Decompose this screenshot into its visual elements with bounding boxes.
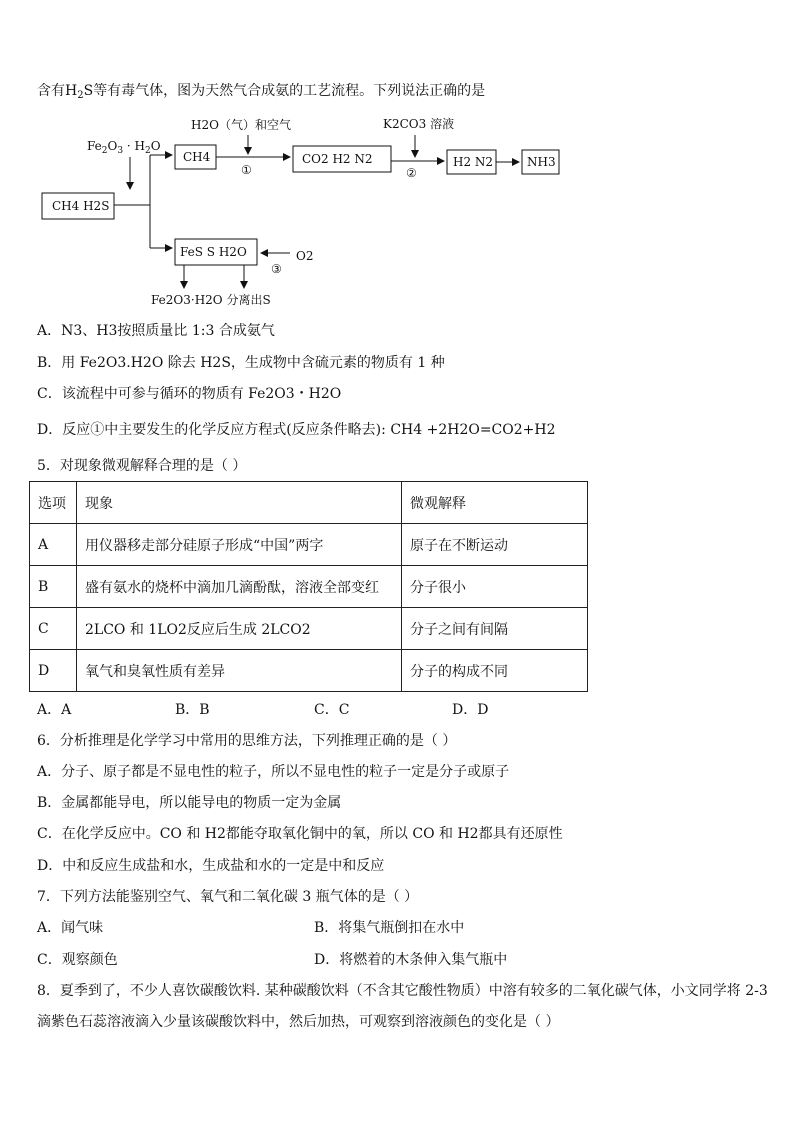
table-row [30,524,588,566]
process-flow-diagram [0,105,600,315]
q7-stem: 7．下列方法能鉴别空气、氧气和二氧化碳 3 瓶气体的是（ ） [37,889,419,905]
table-cell: 氧气和臭氧性质有差异 [77,650,402,692]
q8-line-2: 滴紫色石蕊溶液滴入少量该碳酸饮料中，然后加热，可观察到溶液颜色的变化是（ ） [37,1014,560,1030]
table-header-option: 选项 [30,482,77,524]
table-row [30,650,588,692]
feed-fe2o3-label: $Fe_2O_3 \cdot H_2O$ [87,139,161,156]
step2-marker: ② [406,166,417,180]
table-cell: 分子很小 [402,566,588,608]
table-header-row [30,482,588,524]
q7-option-a: A．闻气味 [37,920,104,936]
box-nh3-label: NH3 [527,155,556,169]
q5-table [29,481,588,692]
q6-stem: 6．分析推理是化学学习中常用的思维方法，下列推理正确的是（ ） [37,733,457,749]
q4-stem-pre: 含有 [37,83,65,99]
q6-option-a: A．分子、原子都是不显电性的粒子，所以不显电性的粒子一定是分子或原子 [37,764,510,780]
q4-stem-sub: 2 [77,90,84,101]
q5-answer-d: D．D [452,702,489,718]
table-cell: 盛有氨水的烧杯中滴加几滴酚酞，溶液全部变红 [77,566,402,608]
q5-stem: 5．对现象微观解释合理的是（ ） [37,458,247,474]
box-fes-label: FeS S H2O [180,245,247,259]
q4-stem [37,82,485,105]
q4-option-a: A．N3、H3按照质量比 1:3 合成氨气 [37,323,275,339]
bottom-output-label: Fe2O3·H2O 分离出S [151,293,271,307]
table-cell: C [30,608,77,650]
table-cell: 2LCO 和 1LO2反应后生成 2LCO2 [77,608,402,650]
box-h2n2-label: H2 N2 [453,155,494,169]
q4-stem-s: S [83,83,94,99]
step3-marker: ③ [271,262,282,276]
q7-option-c: C．观察颜色 [37,952,118,968]
table-header-explanation: 微观解释 [402,482,588,524]
o2-label: O2 [296,249,314,263]
table-cell: B [30,566,77,608]
table-cell: 原子在不断运动 [402,524,588,566]
q4-option-b: B．用 Fe2O3.H2O 除去 H2S，生成物中含硫元素的物质有 1 种 [37,355,445,371]
q6-option-b: B．金属都能导电，所以能导电的物质一定为金属 [37,795,342,811]
q6-option-d: D．中和反应生成盐和水，生成盐和水的一定是中和反应 [37,858,385,874]
table-row [30,608,588,650]
box-ch4-h2s-label: CH4 H2S [52,199,110,213]
h2o-air-label: H2O（气）和空气 [191,118,291,132]
q8-line-1: 8．夏季到了，不少人喜饮碳酸饮料. 某种碳酸饮料（不含其它酸性物质）中溶有较多的二氧化碳气体，小文同学将 2-3 [37,983,768,999]
step1-marker: ① [241,163,252,177]
q7-option-b: B．将集气瓶倒扣在水中 [314,920,465,936]
q4-stem-h: H [65,83,78,99]
box-ch4-label: CH4 [183,150,211,164]
q5-answer-b: B．B [175,702,210,718]
q4-option-d: D．反应①中主要发生的化学反应方程式(反应条件略去): CH4 +2H2O=CO2+H2 [37,422,556,438]
box-co2-label: CO2 H2 N2 [302,152,373,166]
q7-option-d: D．将燃着的木条伸入集气瓶中 [314,952,508,968]
table-cell: 分子之间有间隔 [402,608,588,650]
table-cell: 分子的构成不同 [402,650,588,692]
q4-stem-post: 等有毒气体，图为天然气合成氨的工艺流程。下列说法正确的是 [93,83,486,99]
table-cell: D [30,650,77,692]
k2co3-label: K2CO3 溶液 [383,117,455,131]
q5-answer-a: A．A [37,702,72,718]
q5-answer-c: C．C [314,702,350,718]
table-header-phenomenon: 现象 [77,482,402,524]
q4-option-c: C．该流程中可参与循环的物质有 Fe2O3・H2O [37,386,342,402]
table-cell: 用仪器移走部分硅原子形成“中国”两字 [77,524,402,566]
q6-option-c: C．在化学反应中。CO 和 H2都能夺取氧化铜中的氧，所以 CO 和 H2都具有还原性 [37,826,563,842]
table-cell: A [30,524,77,566]
table-row [30,566,588,608]
